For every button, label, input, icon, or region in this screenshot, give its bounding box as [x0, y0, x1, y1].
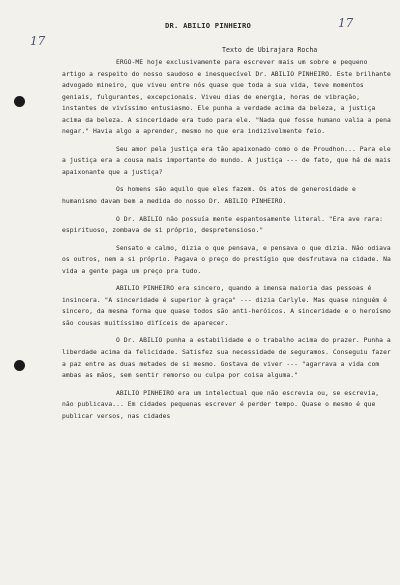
paragraph: Os homens são aquilo que eles fazem. Os atos de generosidade e humanismo davam bem a medida do nosso Dr. ABILIO PINHEIRO.	[62, 186, 356, 206]
body-text	[62, 57, 392, 422]
binder-hole	[14, 96, 25, 107]
paragraph: Sensato e calmo, dizia o que pensava, e pensava o que dizia. Não odiava os outros, nem a si próprio. Pagava o preço do prestígio que desfrutava na cidade. Na vida a gente paga um preço pra tudo.	[62, 244, 391, 275]
paragraph: Seu amor pela justiça era tão apaixonado como o de Proudhon... Para ele a justiça era a cousa mais importante do mundo. A justiça --- de fato, que há de mais apaixonante que a justiça?	[62, 145, 391, 176]
paragraph: ABILIO PINHEIRO era sincero, quando a imensa maioria das pessoas é insincera. "A sinceridade é superior à graça" --- dizia Carlyle. Mas quase ninguém é sincero, da mesma forma que quase todos são anti-heróicos. A sinceridade e o heroísmo são cousas muitíssimo difíceis de aparecer.	[62, 285, 391, 327]
paragraph: ABILIO PINHEIRO era um intelectual que não escrevia ou, se escrevia, não publicava... Em cidades pequenas escrever é perder tempo. Quase o mesmo é que publicar versos, nas cidades	[62, 389, 380, 420]
page-number-handwritten: 17	[338, 16, 354, 30]
author-line: Texto de Ubirajara Rocha	[222, 46, 318, 54]
page-number-handwritten: 17	[30, 34, 46, 48]
document-title: DR. ABILIO PINHEIRO	[165, 21, 252, 30]
paragraph: O Dr. ABILIO não possuía mente espantosamente literal. "Era ave rara: espirituoso, zombava de si próprio, despretensioso."	[62, 215, 383, 235]
paragraph: O Dr. ABILIO punha a estabilidade e o trabalho acima do prazer. Punha a liberdade acima da felicidade. Satisfez sua necessidade de seguramos. Conseguiu fazer a paz entre as duas metades de si mesmo. Gostava de viver --- "agarrava a vida com ambas as mãos, sem sentir remorso ou culpa por coisa alguma."	[62, 337, 391, 380]
binder-hole	[14, 360, 25, 371]
paragraph: ERGO-ME hoje exclusivamente para escrever mais um sobre e pequeno artigo a respeito do nosso saudoso e inesquecível Dr. ABILIO PINHEIRO. Este brilhante advogado mineiro, que viveu entre nós quase que toda a sua vida, teve momentos geniais, fulgurantes, excepcionais. Viveu dias de energia, horas de vibração, instantes de vivíssimo entusiasmo. Ele punha a verdade acima da beleza, a justiça acima da beleza. A sinceridade era tudo para ele. "Nada que fosse humano valia a pena negar." Havia algo a aprender, mesmo no que era indizivelmente feio.	[62, 59, 391, 136]
